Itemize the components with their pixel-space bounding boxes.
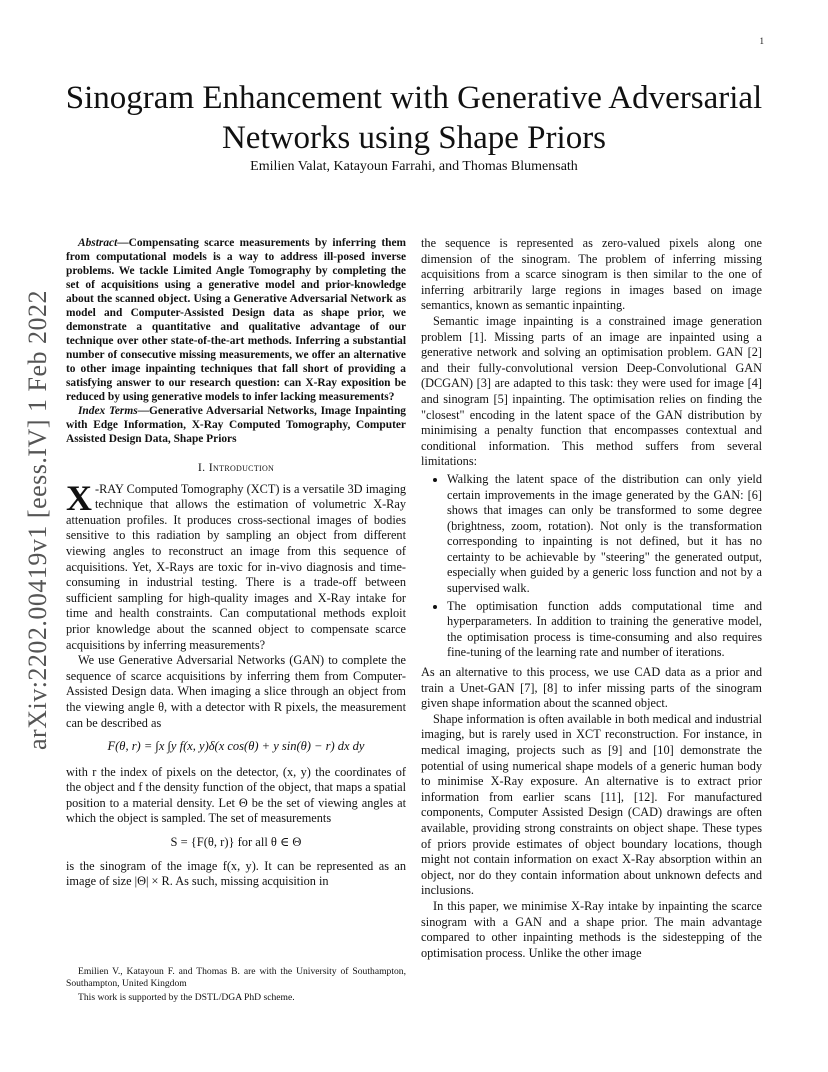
intro-paragraph-3: with r the index of pixels on the detector, (x, y) the coordinates of the object and f the density function of the object, that maps a spatial position to a material density. Let Θ be the set of viewing angles at which the object is sampled. The set of measurements <box>66 764 406 826</box>
left-column <box>66 236 406 890</box>
section-heading-introduction: I. Introduction <box>197 460 275 474</box>
intro-paragraph-2: We use Generative Adversarial Networks (GAN) to complete the sequence of scarce acquisitions by inferring them from Computer-Assisted Design data. When imaging a slice through an object from the viewing angle θ, with a detector with R pixels, the measurement can be described as <box>66 653 406 730</box>
list-item: • The optimisation function adds computational time and hyperparameters. In addition to training the generative model, the optimisation process is time-consuming and also requires fine-tuning of the learning rate and number of iterations. <box>447 599 762 661</box>
right-column <box>421 236 762 961</box>
index-terms-body: —Generative Adversarial Networks, Image Inpainting with Edge Information, X-Ray Computed Tomography, Computer Assisted Design Data, Shape Priors <box>66 405 406 445</box>
equation-radon: F(θ, r) = ∫x ∫y f(x, y)δ(x cos(θ) + y sin(θ) − r) dx dy <box>107 739 365 754</box>
right-paragraph-5: In this paper, we minimise X-Ray intake by inpainting the scarce sinogram with a GAN and a shape prior. The main advantage compared to other inpainting methods is the sidestepping of the optimisation process. Unlike the other image <box>421 898 762 960</box>
footnote-funding: This work is supported by the DSTL/DGA PhD scheme. <box>78 992 295 1003</box>
page-number: 1 <box>759 36 764 46</box>
drop-cap: X <box>66 477 92 518</box>
index-terms-lead: Index Terms <box>78 405 138 417</box>
right-paragraph-4: Shape information is often available in both medical and industrial imaging, but is rarely used in XCT reconstruction. For instance, in medical imaging, projects such as [9] and [10] demonstrate the potential of using numerical shape models of a generic human body to minimise X-Ray exposure. An alternative is to extract prior information from earlier scans [11], [12]. For manufactured components, Computer Assisted Design (CAD) drawings are often available, providing strong constraints on object shape. These types of priors provide estimates of object boundary locations, though might not contain information on exact X-Ray absorption within an object, nor do they contain information about unknown defects and inclusions. <box>421 711 762 898</box>
limitations-list <box>421 472 762 661</box>
intro-paragraph-4: is the sinogram of the image f(x, y). It can be represented as an image of size |Θ| × R. As such, missing acquisition in <box>66 858 406 889</box>
intro-paragraph-1-text: -RAY Computed Tomography (XCT) is a versatile 3D imaging technique that allows the estimation of volumetric X-Ray attenuation profiles. It produces cross-sectional images of bodies sensitive to this radiation by sampling an object from different viewing angles to reconstruct an image from this sequence of acquisitions. Yet, X-Rays are toxic for in-vivo diagnosis and time-consuming in industrial testing. There is a trade-off between sufficient sampling for high-quality images and X-Ray intake for time and health constraints. Can computational methods exploit prior knowledge about the scanned object to compensate scarce acquisitions by inferring measurements? <box>66 481 406 652</box>
title-line-2: Networks using Shape Priors <box>221 120 607 156</box>
list-item: • Walking the latent space of the distribution can only yield certain improvements in the image generated by the GAN: [6] shows that images can only be transformed to some degree (brightness, zoom, rotation). Not only is the transformation corresponding to inpainting is not defined, but it has no certainty to be achievable by "steering" the generated output, especially when guided by a generic loss function and not by a supervised walk. <box>447 472 762 597</box>
abstract-body: —Compensating scarce measurements by inferring them from computational models is a way to address ill-posed inverse problems. We tackle Limited Angle Tomography by completing the set of acquisitions using a generative model and prior-knowledge about the scanned object. Using a Generative Adversarial Network as model and Computer-Assisted Design data as shape prior, we demonstrate a quantitative and qualitative advantage of our technique over other state-of-the-art methods. Inferring a substantial number of consecutive missing measurements, we offer an alternative to other image inpainting techniques that fall short of providing a satisfying answer to our research question: can X-Ray exposition be reduced by using generative models to infer lacking measurements? <box>66 237 406 403</box>
right-paragraph-1: the sequence is represented as zero-valued pixels along one dimension of the sinogram. The problem of inferring missing acquisitions from a scarce sinogram is then similar to the one of inferring arbitrarily large regions in images based on image semantics, known as semantic inpainting. <box>421 236 762 313</box>
abstract-lead: Abstract <box>78 237 118 249</box>
arxiv-stamp: arXiv:2202.00419v1 [eess.IV] 1 Feb 2022 <box>23 290 52 750</box>
title-line-1: Sinogram Enhancement with Generative Adversarial <box>65 80 763 116</box>
equation-sinogram: S = {F(θ, r)} for all θ ∈ Θ <box>170 835 302 850</box>
index-terms <box>66 404 406 446</box>
paper-title <box>0 78 828 158</box>
footnotes <box>66 966 406 1006</box>
footnote-affiliation: Emilien V., Katayoun F. and Thomas B. are with the University of Southampton, Southampton, United Kingdom <box>66 966 406 989</box>
abstract <box>66 236 406 404</box>
right-paragraph-3: As an alternative to this process, we use CAD data as a prior and train a Unet-GAN [7], [8] to infer missing parts of the sinogram given shape information about the scanned object. <box>421 665 762 711</box>
authors: Emilien Valat, Katayoun Farrahi, and Thomas Blumensath <box>250 159 578 174</box>
right-paragraph-2: Semantic image inpainting is a constrained image generation problem [1]. Missing parts of an image are inpainted using a generative network and solving an optimisation problem. GAN [2] and their fully-convolutional version Deep-Convolutional GAN (DCGAN) [3] are adapted to this task: they were used for image [4] and sinogram [5] inpainting. The optimisation relies on finding the "closest" encoding in the latent space of the GAN distribution by minimising a penalty function that encompasses contextual and conditional information. This method suffers from several limitations: <box>421 313 762 469</box>
intro-paragraph-1 <box>66 477 406 654</box>
